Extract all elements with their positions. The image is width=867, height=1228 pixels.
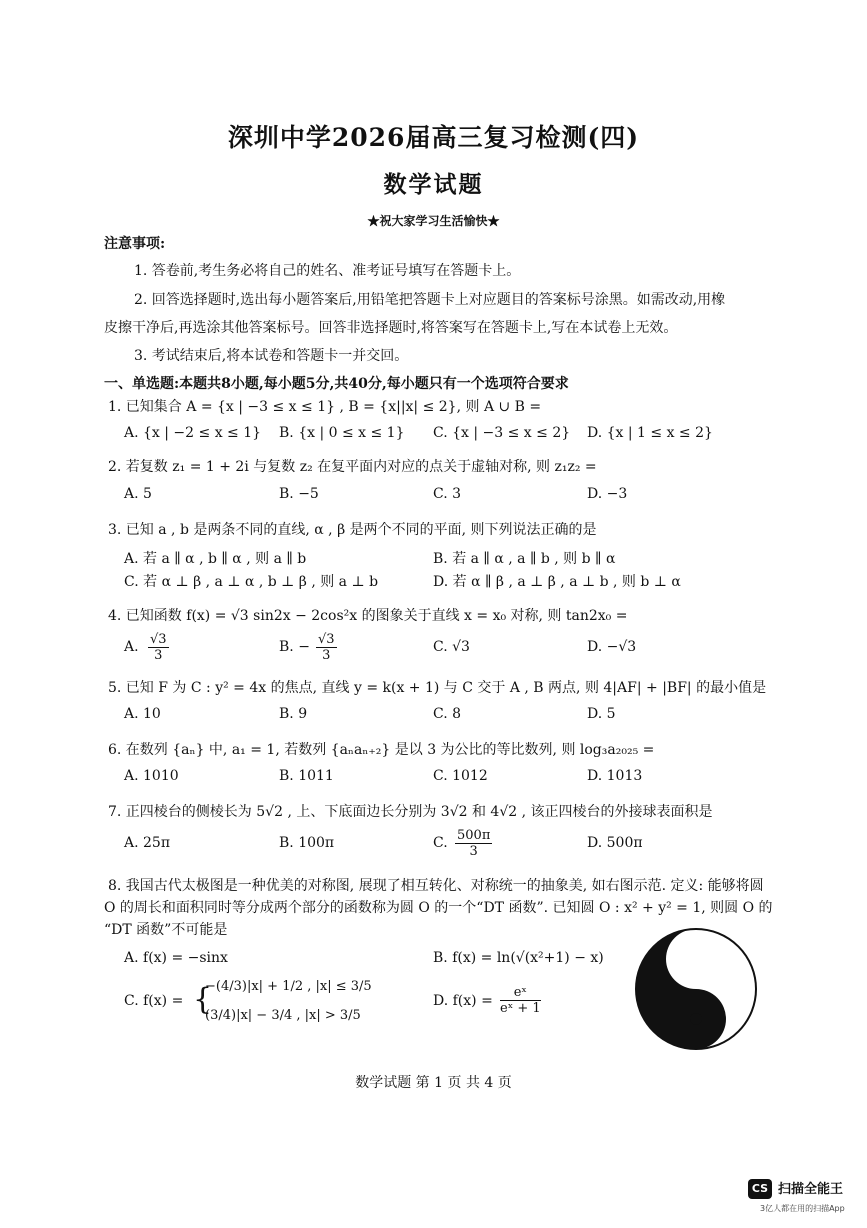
q3-option-c: C. 若 α ⊥ β , a ⊥ α , b ⊥ β , 则 a ⊥ b	[124, 574, 379, 590]
q8-option-d-label: D. f(x) =	[433, 993, 493, 1009]
question-6-stem: 6. 在数列 {aₙ} 中, a₁ = 1, 若数列 {aₙaₙ₊₂} 是以 3 为公比的等比数列, 则 log₃a₂₀₂₅ =	[108, 742, 655, 758]
fraction-numerator: eˣ	[500, 985, 541, 1001]
exam-subtitle: 数学试题	[383, 171, 484, 198]
q6-option-a: A. 1010	[124, 768, 179, 784]
fraction-denominator: 3	[469, 844, 478, 859]
q3-option-d: D. 若 α ∥ β , a ⊥ β , a ⊥ b , 则 b ⊥ α	[433, 574, 681, 590]
q4-option-d: D. −√3	[587, 639, 637, 655]
q5-option-d: D. 5	[587, 706, 616, 722]
q2-option-a: A. 5	[124, 486, 152, 502]
q8-option-b: B. f(x) = ln(√(x²+1) − x)	[433, 950, 604, 966]
q4-option-a: A.	[124, 639, 139, 655]
notice-item-2a: 2. 回答选择题时,选出每小题答案后,用铅笔把答题卡上对应题目的答案标号涂黑。如需改动,用橡	[134, 292, 726, 308]
left-brace-icon: {	[193, 982, 213, 1017]
fraction-numerator: 500π	[457, 828, 491, 843]
fraction-denominator: 3	[322, 648, 331, 663]
q3-option-b: B. 若 a ∥ α , a ∥ b , 则 b ∥ α	[433, 551, 616, 567]
q8-option-a: A. f(x) = −sinx	[124, 950, 228, 966]
q1-option-d: D. {x | 1 ≤ x ≤ 2}	[587, 425, 713, 441]
question-4-stem: 4. 已知函数 f(x) = √3 sin2x − 2cos²x 的图象关于直线 x = x₀ 对称, 则 tan2x₀ =	[108, 608, 628, 624]
q2-option-d: D. −3	[587, 486, 628, 502]
q6-option-d: D. 1013	[587, 768, 643, 784]
section-heading: 一、单选题:本题共8小题,每小题5分,共40分,每小题只有一个选项符合要求	[104, 376, 569, 392]
camscanner-logo-icon: CS	[748, 1179, 772, 1199]
q6-option-b: B. 1011	[279, 768, 334, 784]
q6-option-c: C. 1012	[433, 768, 488, 784]
page-footer: 数学试题 第 1 页 共 4 页	[355, 1075, 512, 1091]
notice-item-1: 1. 答卷前,考生务必将自己的姓名、准考证号填写在答题卡上。	[134, 263, 521, 279]
q7-option-b: B. 100π	[279, 835, 335, 851]
notice-item-2b: 皮擦干净后,再选涂其他答案标号。回答非选择题时,将答案写在答题卡上,写在本试卷上无效。	[104, 320, 678, 336]
question-8-stem-3: “DT 函数”不可能是	[104, 922, 228, 938]
q2-option-b: B. −5	[279, 486, 319, 502]
q4-option-b: B. −	[279, 639, 310, 655]
q7-option-c: C.	[433, 835, 448, 851]
q4-option-a-fraction	[148, 632, 169, 663]
question-7-stem: 7. 正四棱台的侧棱长为 5√2 , 上、下底面边长分别为 3√2 和 4√2 , 该正四棱台的外接球表面积是	[108, 804, 713, 820]
q7-option-c-fraction	[455, 828, 492, 859]
q1-option-a: A. {x | −2 ≤ x ≤ 1}	[124, 425, 262, 441]
camscanner-tagline: 3亿人都在用的扫描App	[760, 1204, 845, 1213]
notice-heading: 注意事项:	[104, 236, 166, 252]
q8-option-c-label: C. f(x) =	[124, 993, 184, 1009]
fraction-denominator: eˣ + 1	[500, 1001, 541, 1016]
q5-option-c: C. 8	[433, 706, 462, 722]
question-2-stem: 2. 若复数 z₁ = 1 + 2i 与复数 z₂ 在复平面内对应的点关于虚轴对称, 则 z₁z₂ =	[108, 459, 597, 475]
q1-option-b: B. {x | 0 ≤ x ≤ 1}	[279, 425, 405, 441]
q8-option-c-case-2: (3/4)|x| − 3/4 , |x| > 3/5	[205, 1008, 361, 1023]
taiji-figure	[634, 927, 758, 1051]
notice-item-3: 3. 考试结束后,将本试卷和答题卡一并交回。	[134, 348, 409, 364]
q1-option-c: C. {x | −3 ≤ x ≤ 2}	[433, 425, 571, 441]
q4-option-b-fraction	[316, 632, 337, 663]
q8-option-d-fraction	[500, 985, 541, 1016]
q7-option-a: A. 25π	[124, 835, 171, 851]
fraction-denominator: 3	[154, 648, 163, 663]
fraction-numerator: √3	[150, 632, 167, 647]
q2-option-c: C. 3	[433, 486, 462, 502]
question-8-stem-1: 8. 我国古代太极图是一种优美的对称图, 展现了相互转化、对称统一的抽象美, 如右图示范. 定义: 能够将圆	[108, 878, 764, 894]
question-5-stem: 5. 已知 F 为 C : y² = 4x 的焦点, 直线 y = k(x + 1) 与 C 交于 A , B 两点, 则 4|AF| + |BF| 的最小值是	[108, 680, 767, 696]
question-1-stem: 1. 已知集合 A = {x | −3 ≤ x ≤ 1} , B = {x||x| ≤ 2}, 则 A ∪ B =	[108, 399, 542, 415]
q8-option-c-case-1: −(4/3)|x| + 1/2 , |x| ≤ 3/5	[205, 979, 372, 994]
exam-title: 深圳中学2026届高三复习检测(四)	[227, 123, 640, 152]
q3-option-a: A. 若 a ∥ α , b ∥ α , 则 a ∥ b	[124, 551, 307, 567]
q4-option-c: C. √3	[433, 639, 470, 655]
q5-option-a: A. 10	[124, 706, 161, 722]
camscanner-name: 扫描全能王	[778, 1182, 844, 1197]
q5-option-b: B. 9	[279, 706, 308, 722]
question-8-stem-2: O 的周长和面积同时等分成两个部分的函数称为圆 O 的一个“DT 函数”. 已知圆 O : x² + y² = 1, 则圆 O 的	[104, 900, 773, 916]
question-3-stem: 3. 已知 a , b 是两条不同的直线, α , β 是两个不同的平面, 则下列说法正确的是	[108, 522, 597, 538]
q7-option-d: D. 500π	[587, 835, 643, 851]
motto: ★祝大家学习生活愉快★	[367, 214, 500, 228]
fraction-numerator: √3	[318, 632, 335, 647]
